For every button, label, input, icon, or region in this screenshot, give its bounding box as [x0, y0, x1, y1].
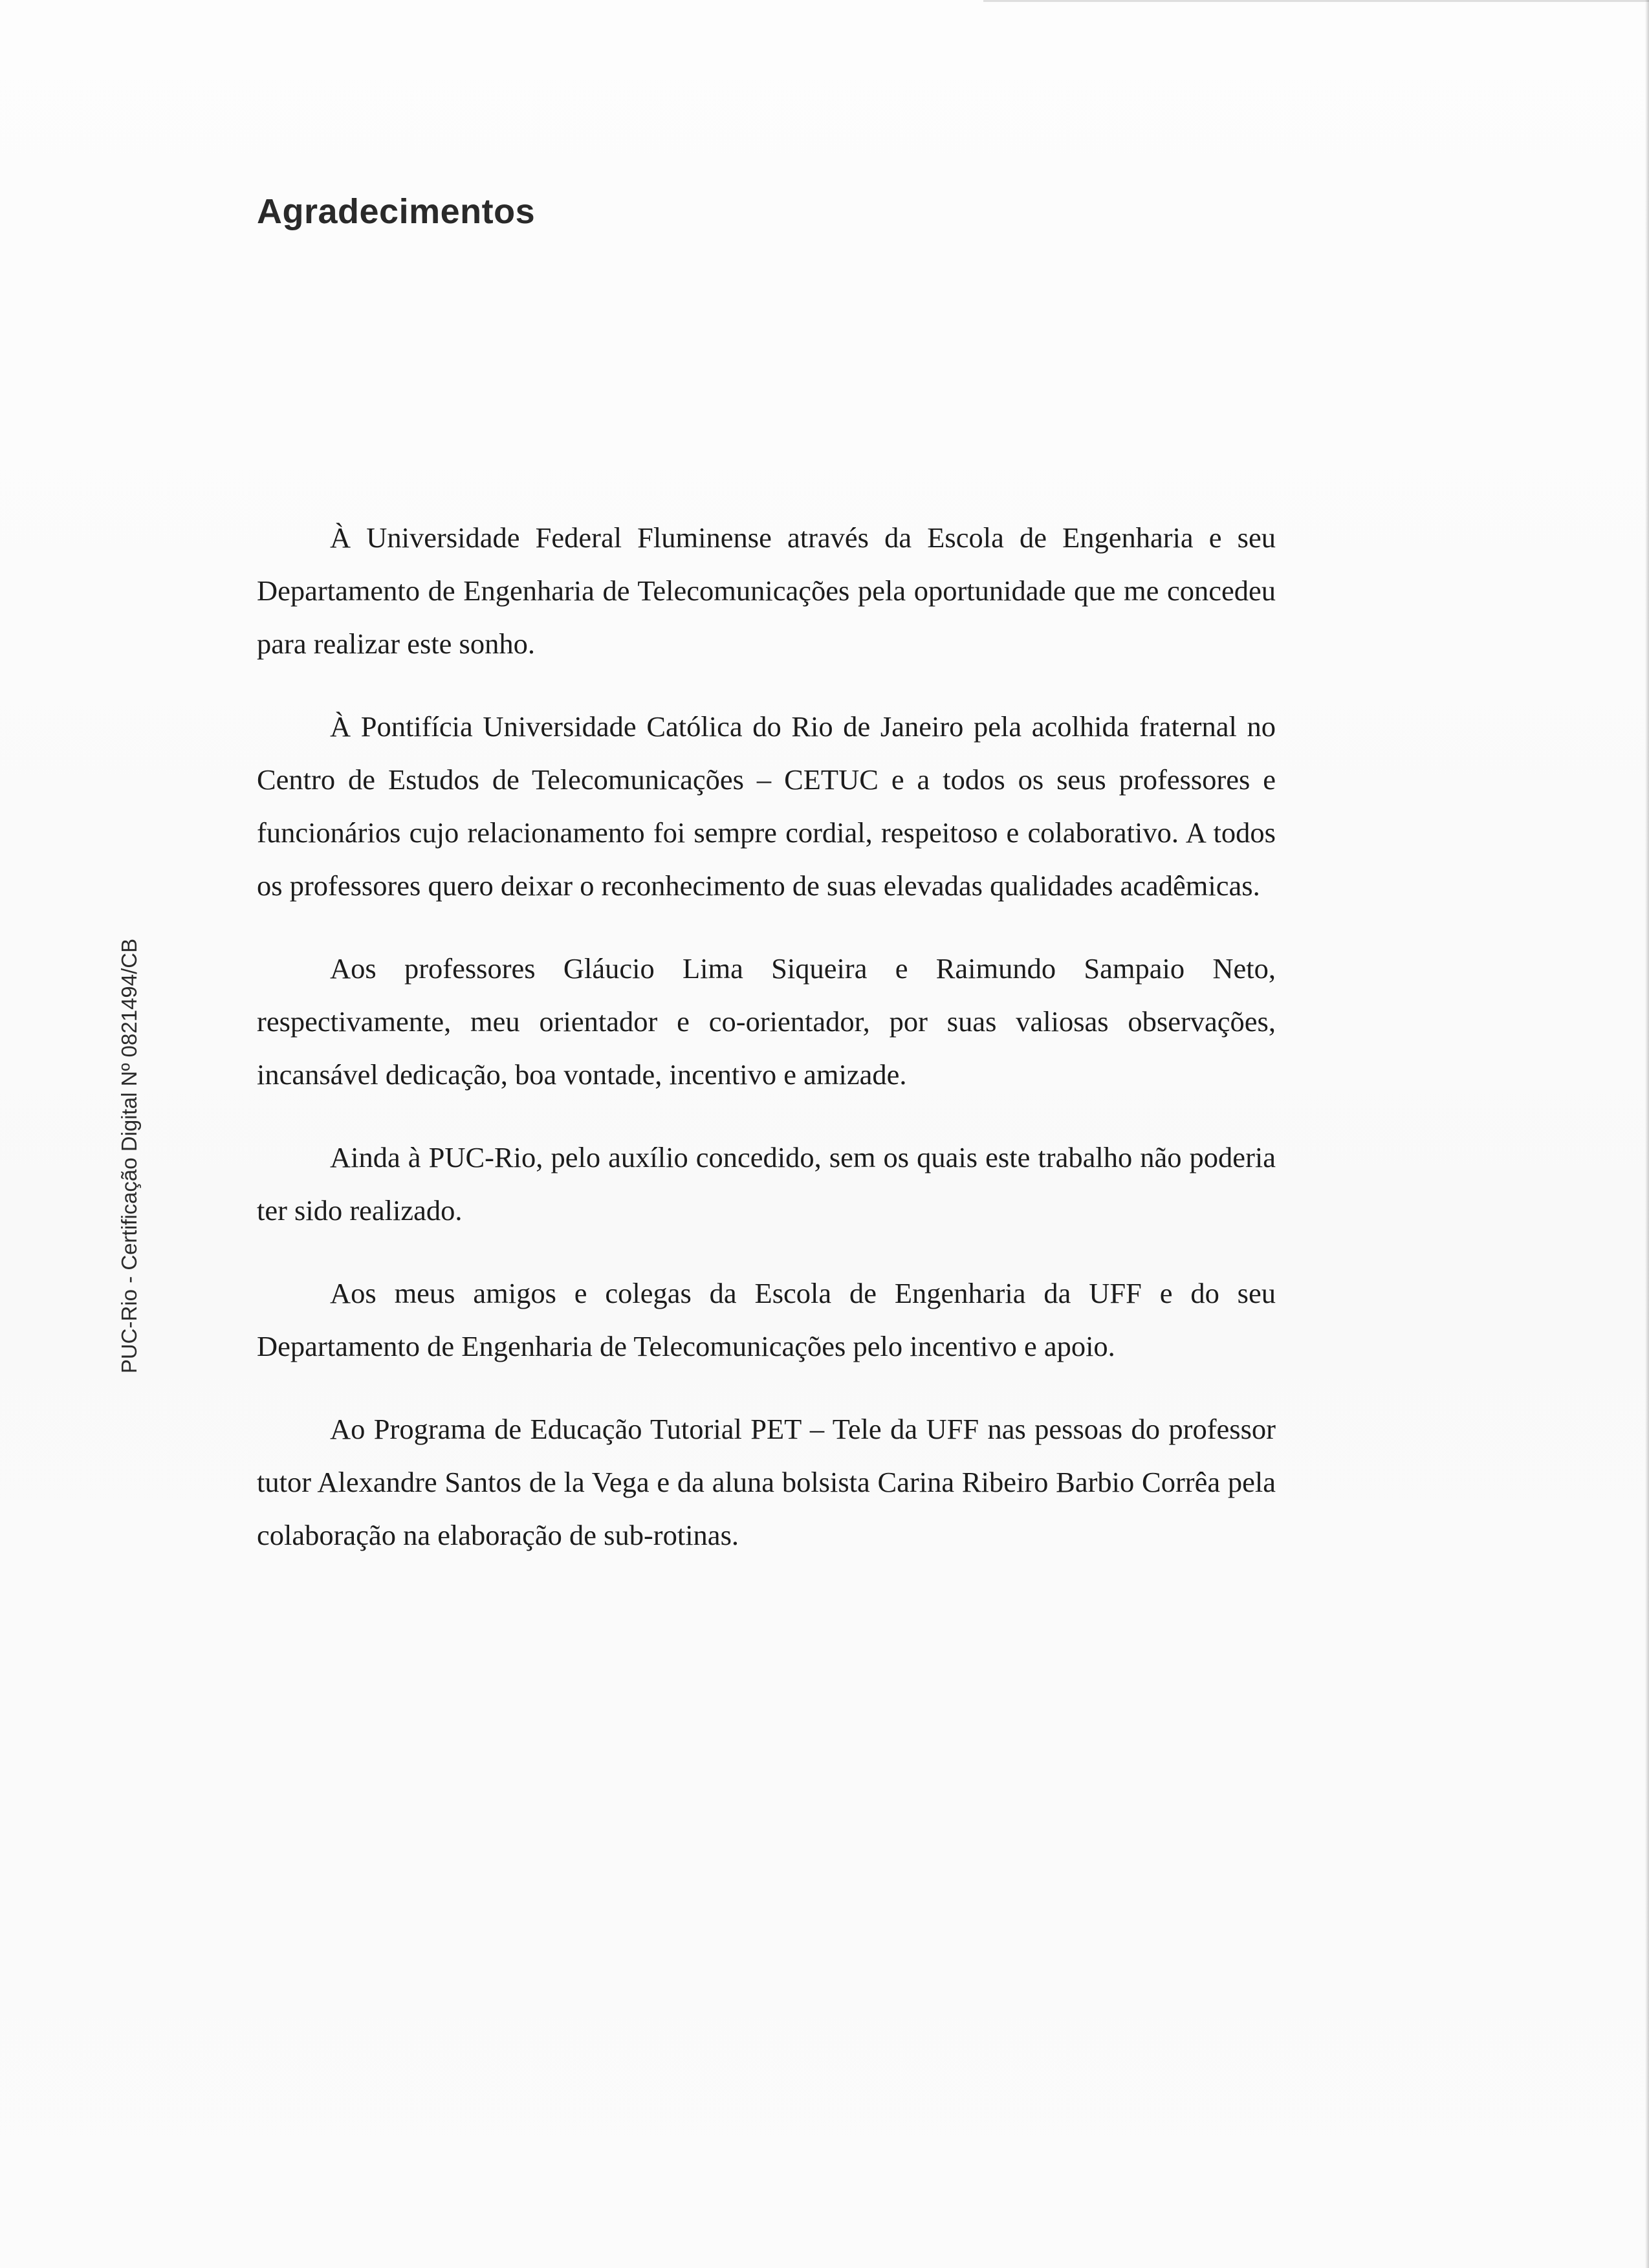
- page-title: Agradecimentos: [257, 192, 536, 231]
- paragraph-pet-program: Ao Programa de Educação Tutorial PET – Tele da UFF nas pessoas do professor tutor Alexandre Santos de la Vega e da aluna bolsista Carina Ribeiro Barbio Corrêa pela colaboração na elaboração de sub-rotinas.: [257, 1413, 1276, 1551]
- paragraph-uff: À Universidade Federal Fluminense através da Escola de Engenharia e seu Departamento de Engenharia de Telecomunicações pela oportunidade que me concedeu para realizar este sonho.: [257, 521, 1276, 660]
- paragraph-puc-rio: À Pontifícia Universidade Católica do Rio de Janeiro pela acolhida fraternal no Centro de Estudos de Telecomunicações – CETUC e a todos os seus professores e funcionários cujo relacionamento foi sempre cordial, respeitoso e colaborativo. A todos os professores quero deixar o reconhecimento de suas elevadas qualidades acadêmicas.: [257, 710, 1276, 902]
- scan-edge-right: [1645, 0, 1649, 2268]
- acknowledgements-body: [257, 511, 1276, 1591]
- scan-edge-top: [983, 0, 1649, 2]
- certification-stamp: PUC-Rio - Certificação Digital Nº 0821494/CB: [117, 938, 141, 1374]
- paragraph-advisors: Aos professores Gláucio Lima Siqueira e Raimundo Sampaio Neto, respectivamente, meu orientador e co-orientador, por suas valiosas observações, incansável dedicação, boa vontade, incentivo e amizade.: [257, 952, 1276, 1091]
- paragraph-funding: Ainda à PUC-Rio, pelo auxílio concedido, sem os quais este trabalho não poderia ter sido realizado.: [257, 1141, 1276, 1227]
- paragraph-colleagues: Aos meus amigos e colegas da Escola de Engenharia da UFF e do seu Departamento de Engenharia de Telecomunicações pelo incentivo e apoio.: [257, 1277, 1276, 1362]
